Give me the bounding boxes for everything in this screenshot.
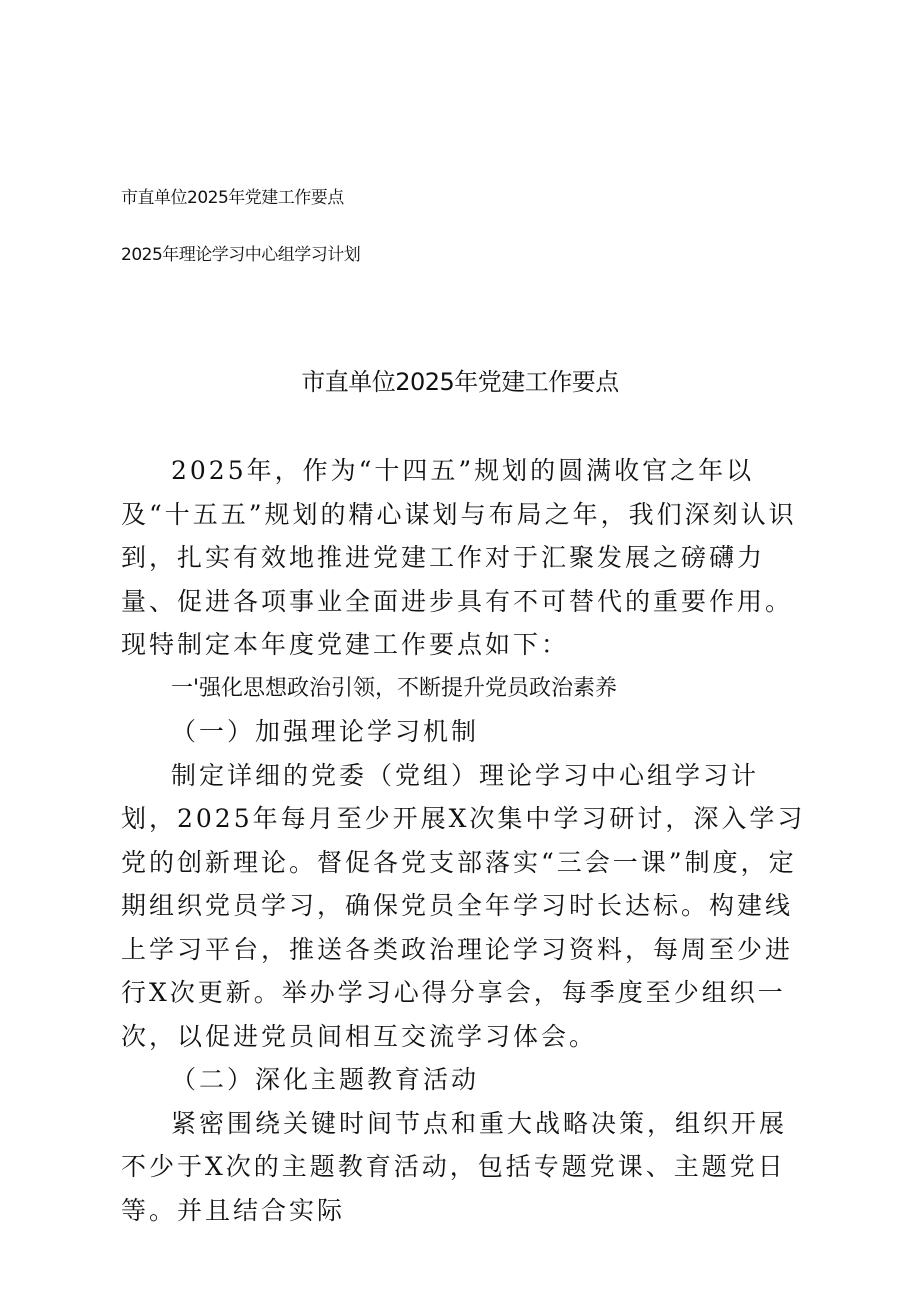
intro-paragraph: 2025年，作为“十四五”规划的圆满收官之年以及“十五五”规划的精心谋划与布局之年，我们深刻认识到，扎实有效地推进党建工作对于汇聚发展之磅礴力量、促进各项事业全面进步具有不可替代的重要作用。现特制定本年度党建工作要点如下： (121, 456, 797, 659)
toc-item-1[interactable]: 市直单位2025年党建工作要点 (121, 188, 344, 208)
document-body (121, 449, 811, 1232)
section-heading-1: 一'强化思想政治引领，不断提升党员政治素养 (171, 675, 618, 701)
document-title: 市直单位2025年党建工作要点 (301, 368, 619, 396)
subsection-heading-1: （一）加强理论学习机制 (171, 717, 480, 746)
subsection-paragraph-2: 紧密围绕关键时间节点和重大战略决策，组织开展不少于X次的主题教育活动，包括专题党课、主题党日等。并且结合实际 (121, 1108, 788, 1225)
toc-item-2[interactable]: 2025年理论学习中心组学习计划 (121, 245, 361, 265)
subsection-heading-2: （二）深化主题教育活动 (171, 1065, 480, 1094)
subsection-paragraph-1: 制定详细的党委（党组）理论学习中心组学习计划，2025年每月至少开展X次集中学习研讨，深入学习党的创新理论。督促各党支部落实“三会一课”制度，定期组织党员学习，确保党员全年学习时长达标。构建线上学习平台，推送各类政治理论学习资料，每周至少进行X次更新。举办学习心得分享会，每季度至少组织一次，以促进党员间相互交流学习体会。 (121, 760, 806, 1051)
